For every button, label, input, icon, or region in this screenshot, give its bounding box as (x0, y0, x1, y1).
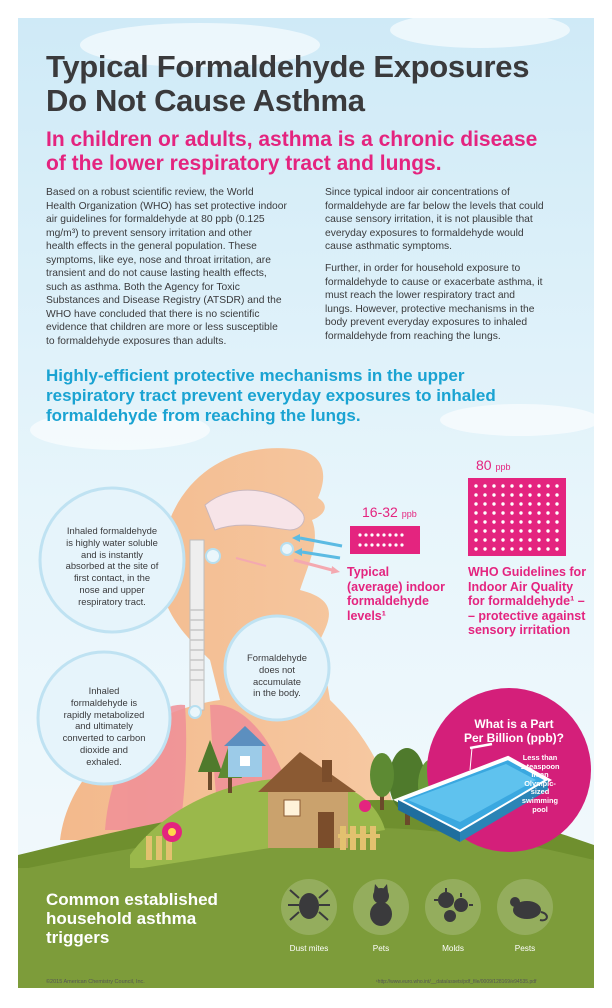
ppb-dot (555, 538, 558, 541)
ppb-dot (474, 511, 477, 514)
trachea (190, 540, 204, 710)
ppb-dot (510, 547, 513, 550)
ppb-dot (474, 493, 477, 496)
who-value: 80 (476, 457, 492, 473)
bubble-text-metabolized: Inhaled formaldehyde is rapidly metabolized and ultimately converted to carbon dioxide and exhaled. (62, 685, 146, 767)
typical-range: 16-32 (362, 504, 398, 520)
ppb-dot (519, 484, 522, 487)
ppb-dot (537, 547, 540, 550)
ppb-dot (555, 511, 558, 514)
typical-ppb-box (350, 526, 420, 554)
ppb-dot (537, 484, 540, 487)
ppb-dot (519, 529, 522, 532)
who-ppb-box (468, 478, 566, 556)
ppb-dot (474, 484, 477, 487)
ppb-dot (537, 493, 540, 496)
ppb-dot (537, 529, 540, 532)
ppb-dot (528, 511, 531, 514)
trigger-label-pests: Pests (514, 944, 536, 953)
ppb-dot (492, 502, 495, 505)
ppb-dot (546, 529, 549, 532)
page-title: Typical Formaldehyde Exposures Do Not Cause Asthma (46, 49, 530, 118)
ppb-dot (501, 538, 504, 541)
ppb-dot (546, 547, 549, 550)
ppb-dot (483, 502, 486, 505)
ppb-dot (501, 484, 504, 487)
ppb-dot (510, 484, 513, 487)
ppb-dot (519, 502, 522, 505)
ppb-dot (555, 484, 558, 487)
ppb-dot (555, 520, 558, 523)
ppb-dot (555, 502, 558, 505)
ppb-dot (546, 493, 549, 496)
bubble-text-absorption: Inhaled formaldehyde is highly water soluble and is instantly absorbed at the site of first contact, in the nose and upper respiratory tract. (65, 525, 159, 607)
ppb-dot (510, 511, 513, 514)
ppb-dot (501, 547, 504, 550)
source-link[interactable]: ¹http://www.euro.who.int/__data/assets/pdf_file/0009/128169/e94535.pdf (376, 979, 537, 985)
ppb-dot (483, 538, 486, 541)
ppb-dot (519, 547, 522, 550)
zoom-dot (189, 706, 201, 718)
who-unit: ppb (495, 462, 511, 472)
ppb-dot (483, 520, 486, 523)
ppb-dot (501, 493, 504, 496)
ppb-dot (483, 484, 486, 487)
ppb-dot (528, 502, 531, 505)
ppb-dot (537, 502, 540, 505)
ppb-dot (528, 484, 531, 487)
ppb-dot (483, 547, 486, 550)
ppb-dot (546, 511, 549, 514)
ppb-answer: Less than 1 teaspoon in an Olympic- sized swimming pool (520, 753, 560, 814)
ppb-dot (528, 520, 531, 523)
intro-paragraph-right-1: Since typical indoor air concentrations of formaldehyde are far below the levels that could cause sensory irritation, it is not plausible that everyday exposures to formaldehyde would cause asthmatic symptoms. (325, 187, 544, 252)
ppb-dot (474, 529, 477, 532)
copyright: ©2015 American Chemistry Council, Inc. (46, 979, 145, 985)
intro-paragraph-right-2: Further, in order for household exposure to formaldehyde to cause or exacerbate asthma, it must reach the lower respiratory tract and lungs. However, protective mechanisms in the body prevent everyday exposures to inhaled formaldehyde from reaching the lungs. (325, 263, 543, 342)
ppb-dot (546, 520, 549, 523)
section-headline: Highly-efficient protective mechanisms in the upper respiratory tract prevent everyday exposures to inhaled formaldehyde from reaching the lungs. (46, 366, 496, 425)
ppb-dot (492, 547, 495, 550)
ppb-dot (528, 493, 531, 496)
typical-ppb-value (362, 504, 417, 520)
ppb-dot (555, 493, 558, 496)
ppb-dot (510, 502, 513, 505)
bubble-text-accumulation: Formaldehyde does not accumulate in the body. (247, 652, 307, 699)
ppb-dot (546, 484, 549, 487)
ppb-dot (510, 520, 513, 523)
ppb-dot (483, 493, 486, 496)
ppb-dot (501, 529, 504, 532)
ppb-dot (537, 520, 540, 523)
ppb-dot (492, 520, 495, 523)
ppb-dot (501, 511, 504, 514)
typical-unit: ppb (401, 509, 417, 519)
ppb-dot (519, 493, 522, 496)
ppb-dot (474, 547, 477, 550)
ppb-dot (492, 493, 495, 496)
trigger-label-molds: Molds (442, 944, 464, 953)
triggers-title: Common established household asthma triggers (46, 890, 218, 947)
ppb-dot (474, 502, 477, 505)
who-ppb-value (476, 457, 511, 473)
ppb-dot (474, 538, 477, 541)
ppb-dot (510, 493, 513, 496)
who-guideline-label: WHO Guidelines for Indoor Air Quality for formaldehyde¹ – – protective against sensory irritation (468, 565, 587, 637)
ppb-dot (474, 520, 477, 523)
ppb-dot (483, 511, 486, 514)
ppb-dot (555, 547, 558, 550)
ppb-dot (519, 511, 522, 514)
ppb-question: What is a Part Per Billion (ppb)? (464, 717, 564, 745)
ppb-dot (528, 547, 531, 550)
ppb-dot (501, 520, 504, 523)
ppb-dot (546, 538, 549, 541)
ppb-dot (546, 502, 549, 505)
ppb-dot (510, 529, 513, 532)
trigger-label-pets: Pets (372, 944, 390, 953)
zoom-dot (206, 549, 220, 563)
zoom-dot (281, 543, 293, 555)
ppb-dot (537, 511, 540, 514)
ppb-dot (492, 511, 495, 514)
ppb-dot (555, 529, 558, 532)
typical-level-label: Typical (average) indoor formaldehyde levels¹ (347, 565, 445, 623)
ppb-dot (483, 529, 486, 532)
ppb-dot (501, 502, 504, 505)
ppb-dot (492, 484, 495, 487)
ppb-dot (492, 529, 495, 532)
ppb-dot (537, 538, 540, 541)
dust-mite-icon (288, 890, 330, 920)
ppb-dot (528, 529, 531, 532)
trigger-label-dust-mites: Dust mites (289, 944, 329, 953)
ppb-dot (528, 538, 531, 541)
intro-paragraph-left: Based on a robust scientific review, the World Health Organization (WHO) has set protective indoor air guidelines for formaldehyde at 80 ppb (0.125 mg/m³) to prevent sensory irritation and other health effects in the general population. These symptoms, like eye, nose and throat irritation, are transient and do not cause lasting health effects, such as asthma. Both the Agency for Toxic Substances and Disease Registry (ATSDR) and the WHO have concluded that there is no scientific evidence that children are more or less susceptible to formaldehyde exposures than adults. (46, 187, 287, 347)
page-subtitle: In children or adults, asthma is a chronic disease of the lower respiratory tract and lungs. (46, 128, 538, 175)
ppb-dot (492, 538, 495, 541)
ppb-dot (519, 538, 522, 541)
ppb-dot (519, 520, 522, 523)
ppb-dot (510, 538, 513, 541)
